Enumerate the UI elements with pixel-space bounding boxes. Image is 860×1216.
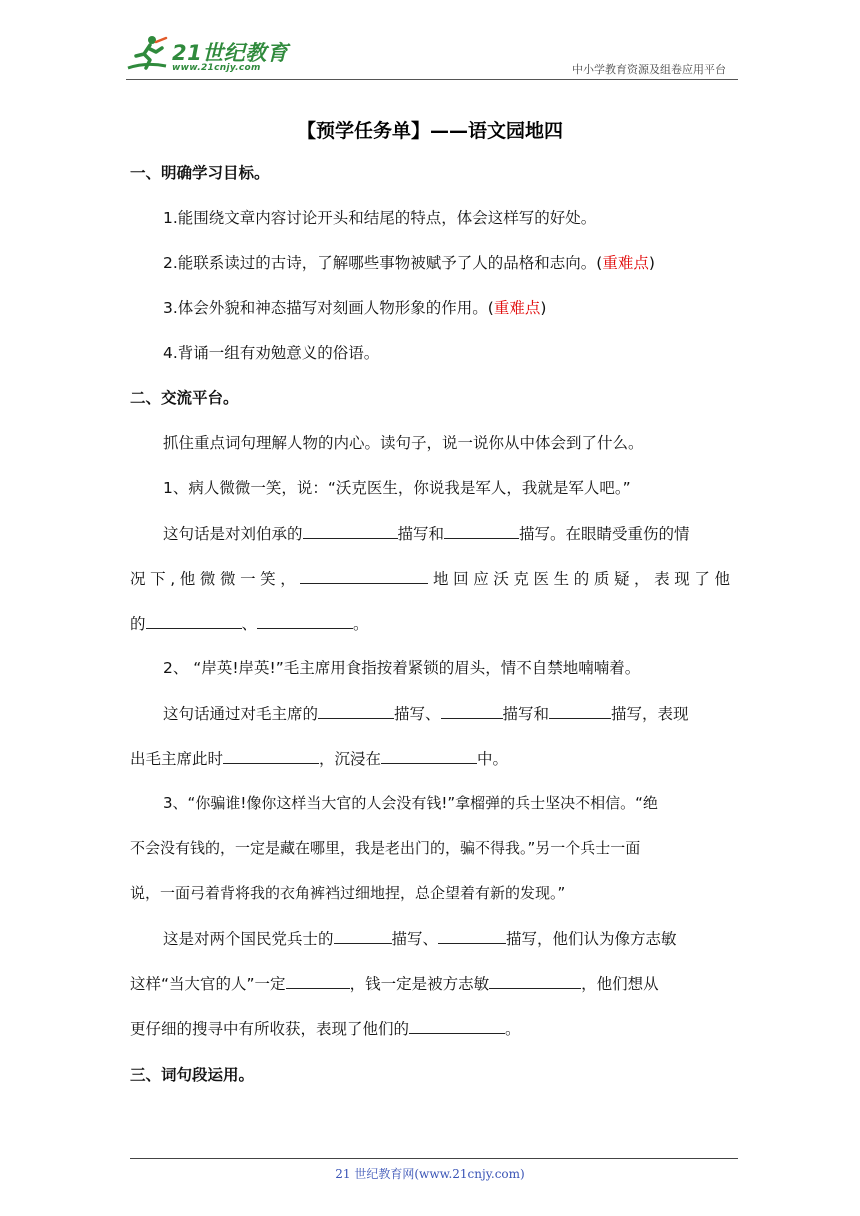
- answer-blank[interactable]: [286, 972, 350, 989]
- key-point-label: 重难点: [602, 254, 649, 272]
- question-1-quote: 1、病人微微一笑，说：“沃克医生，你说我是军人，我就是军人吧。”: [163, 479, 631, 497]
- answer-blank[interactable]: [444, 522, 519, 539]
- answer-blank[interactable]: [146, 612, 242, 629]
- goal-item: 1.能围绕文章内容讨论开头和结尾的特点，体会这样写的好处。: [163, 209, 597, 227]
- answer-blank[interactable]: [223, 747, 319, 764]
- question-1-line: 的 、 。: [130, 612, 730, 635]
- question-3-quote: 不会没有钱的，一定是藏在哪里，我是老出门的，骗不得我。”另一个兵士一面: [130, 839, 641, 857]
- exchange-intro: 抓住重点词句理解人物的内心。读句子，说一说你从中体会到了什么。: [163, 434, 644, 452]
- page-header: [126, 28, 738, 80]
- answer-blank[interactable]: [300, 567, 428, 584]
- question-3-line: 这是对两个国民党兵士的 描写、 描写，他们认为像方志敏: [163, 927, 730, 950]
- question-2-line: 出毛主席此时 ，沉浸在 中。: [130, 747, 730, 770]
- answer-blank[interactable]: [489, 972, 581, 989]
- answer-blank[interactable]: [409, 1017, 505, 1034]
- runner-icon: [126, 32, 170, 76]
- answer-blank[interactable]: [381, 747, 477, 764]
- question-3-line: 更仔细的搜寻中有所收获，表现了他们的 。: [130, 1017, 730, 1040]
- section-heading-usage: 三、词句段运用。: [130, 1066, 255, 1084]
- answer-blank[interactable]: [441, 702, 503, 719]
- question-3-line: 这样“当大官的人”一定 ，钱一定是被方志敏 ，他们想从: [130, 972, 730, 995]
- section-heading-exchange: 二、交流平台。: [130, 389, 239, 407]
- section-heading-goals: 一、明确学习目标。: [130, 164, 270, 182]
- key-point-label: 重难点: [493, 299, 541, 317]
- answer-blank[interactable]: [303, 522, 398, 539]
- page-title: 【预学任务单】——语文园地四: [296, 120, 563, 142]
- question-2-line: 这句话通过对毛主席的 描写、 描写和 描写，表现: [163, 702, 730, 725]
- answer-blank[interactable]: [549, 702, 611, 719]
- question-2-quote: 2、 “岸英!岸英!”毛主席用食指按着紧锁的眉头，情不自禁地喃喃着。: [163, 659, 641, 677]
- question-1-line: 况下,他微微一笑， 地回应沃克医生的质疑，表现了他: [130, 567, 730, 590]
- goal-item: 2.能联系读过的古诗，了解哪些事物被赋予了人的品格和志向。(重难点): [163, 254, 655, 272]
- question-3-quote: 说，一面弓着背将我的衣角裤裆过细地捏，总企望着有新的发现。”: [130, 884, 566, 902]
- answer-blank[interactable]: [318, 702, 394, 719]
- goal-item: 3.体会外貌和神态描写对刻画人物形象的作用。(重难点): [163, 299, 547, 317]
- question-3-quote: 3、“你骗谁!像你这样当大官的人会没有钱!”拿榴弹的兵士坚决不相信。“绝: [163, 794, 658, 812]
- goal-item: 4.背诵一组有劝勉意义的俗语。: [163, 344, 380, 362]
- question-1-line: 这句话是对刘伯承的 描写和 描写。在眼睛受重伤的情: [163, 522, 730, 545]
- answer-blank[interactable]: [257, 612, 353, 629]
- header-tagline: 中小学教育资源及组卷应用平台: [572, 63, 726, 76]
- footer-link[interactable]: 21 世纪教育网(www.21cnjy.com): [335, 1167, 525, 1181]
- logo-text: 21世纪教育: [172, 41, 289, 65]
- footer-divider: [130, 1158, 738, 1159]
- answer-blank[interactable]: [438, 927, 506, 944]
- logo-url: www.21cnjy.com: [172, 63, 261, 73]
- header-divider: [126, 79, 738, 80]
- answer-blank[interactable]: [334, 927, 392, 944]
- site-logo[interactable]: [126, 32, 291, 76]
